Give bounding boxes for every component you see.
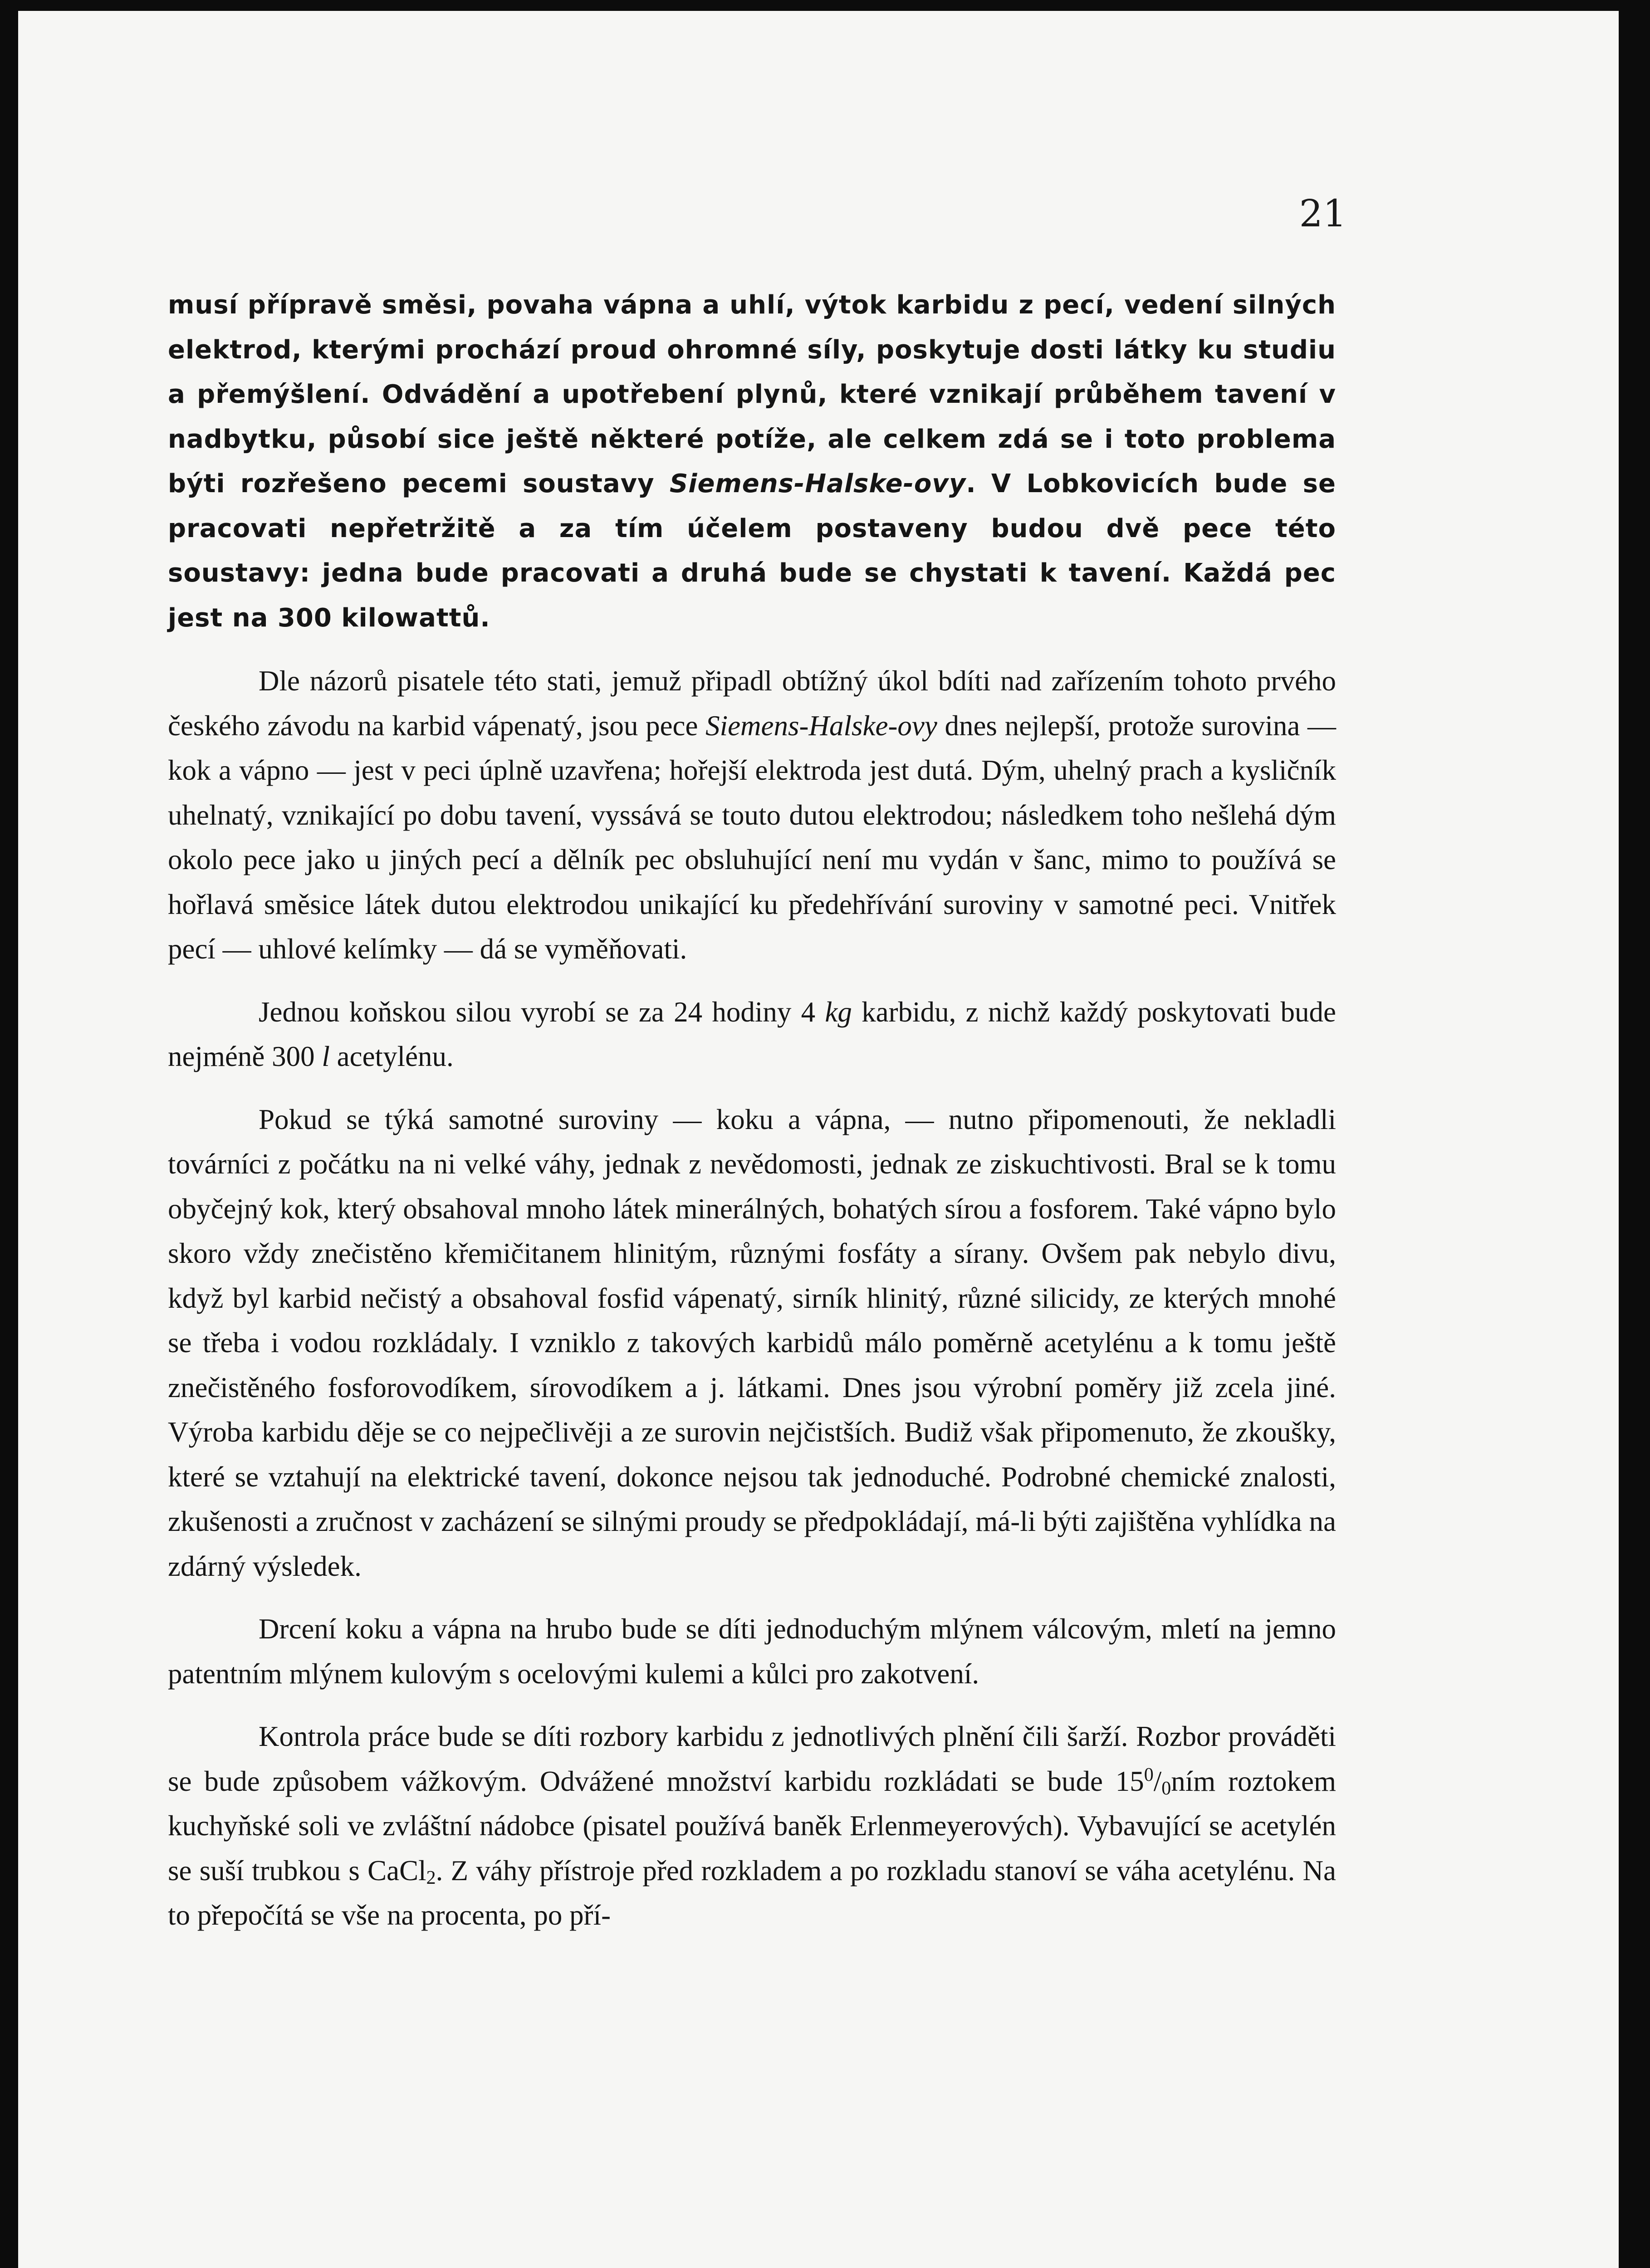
text-run: l xyxy=(322,1041,330,1072)
text-run: / xyxy=(1153,1765,1162,1797)
text-run: 2 xyxy=(426,1867,436,1888)
paragraph-5 xyxy=(168,1607,1336,1696)
paragraph-6 xyxy=(168,1714,1336,1938)
text-run: Siemens-Halske-ovy xyxy=(669,469,966,499)
text-run: kg xyxy=(825,996,852,1028)
page-number: 21 xyxy=(1299,192,1346,235)
paragraph-1 xyxy=(168,283,1336,640)
text-run: . V Lobkovicích bude se pracovati nepřetržitě a za tím účelem postaveny budou dvě pece této soustavy: jedna bude pracovati a druhá bude se chystati k tavení. Každá pec jest na 300 kilowattů. xyxy=(168,469,1336,633)
text-run: . Z váhy přístroje před rozkladem a po rozkladu stanoví se váha acetylénu. Na to přepočítá se vše na procenta, po pří- xyxy=(168,1854,1336,1931)
text-run: Dle názorů pisatele této stati, jemuž připadl obtížný úkol bdíti nad zařízením tohoto prvého českého závodu na karbid vápenatý, jsou pece xyxy=(168,665,1336,742)
text-run: 0 xyxy=(1161,1778,1171,1799)
paragraph-3 xyxy=(168,990,1336,1079)
text-run: Jednou koňskou silou vyrobí se za 24 hodiny 4 xyxy=(259,996,825,1028)
body-text xyxy=(168,283,1336,1956)
text-run: acetylénu. xyxy=(329,1041,454,1072)
text-run: Kontrola práce bude se díti rozbory karbidu z jednotlivých plnění čili šarží. Rozbor prováděti se bude způsobem vážkovým. Odvážené množství karbidu rozkládati se bude 15 xyxy=(168,1721,1336,1797)
text-run: dnes nejlepší, protože surovina — kok a vápno — jest v peci úplně uzavřena; hořejší elektroda jest dutá. Dým, uhelný prach a kysličník uhelnatý, vznikající po dobu tavení, vyssává se touto dutou elektrodou; následkem toho nešlehá dým okolo pece jako u jiných pecí a dělník pec obsluhující není mu vydán v šanc, mimo to používá se hořlavá směsice látek dutou elektrodou unikající ku předehřívání suroviny v samotné peci. Vnitřek pecí — uhlové kelímky — dá se vyměňovati. xyxy=(168,709,1336,965)
document-page xyxy=(18,11,1619,2268)
text-run: musí přípravě směsi, povaha vápna a uhlí, výtok karbidu z pecí, vedení silných elektrod, kterými prochází proud ohromné síly, poskytuje dosti látky ku studiu a přemýšlení. Odvádění a upotřebení plynů, které vznikají průběhem tavení v nadbytku, působí sice ještě některé potíže, ale celkem zdá se i toto problema býti rozřešeno pecemi soustavy xyxy=(168,290,1336,499)
text-run: Siemens-Halske-ovy xyxy=(705,709,937,742)
paragraph-4 xyxy=(168,1097,1336,1589)
text-run: ním roztokem kuchyňské soli ve zvláštní nádobce (pisatel používá baněk Erlenmeyerových). Vybavující se acetylén se suší trubkou s CaCl xyxy=(168,1765,1336,1887)
paragraph-2 xyxy=(168,659,1336,972)
text-run: Drcení koku a vápna na hrubo bude se díti jednoduchým mlýnem válcovým, mletí na jemno patentním mlýnem kulovým s ocelovými kulemi a kůlci pro zakotvení. xyxy=(168,1613,1336,1690)
text-run: Pokud se týká samotné suroviny — koku a vápna, — nutno připomenouti, že nekladli továrníci z počátku na ni velké váhy, jednak z nevědomosti, jednak ze ziskuchtivosti. Bral se k tomu obyčejný kok, který obsahoval mnoho látek minerálných, bohatých sírou a fosforem. Také vápno bylo skoro vždy znečistěno křemičitanem hlinitým, různými fosfáty a sírany. Ovšem pak nebylo divu, když byl karbid nečistý a obsahoval fosfid vápenatý, sirník hlinitý, různé silicidy, ze kterých mnohé se třeba i vodou rozkládaly. I vzniklo z takových karbidů málo poměrně acetylénu a k tomu ještě znečistěného fosforovodíkem, sírovodíkem a j. látkami. Dnes jsou výrobní poměry již zcela jiné. Výroba karbidu děje se co nejpečlivěji a ze surovin nejčistších. Budiž však připomenuto, že zkoušky, které se vztahují na elektrické tavení, dokonce nejsou tak jednoduché. Podrobné chemické znalosti, zkušenosti a zručnost v zacházení se silnými proudy se předpokládají, má-li býti zajištěna vyhlídka na zdárný výsledek. xyxy=(168,1103,1336,1582)
text-run: 0 xyxy=(1144,1764,1154,1785)
text-run: karbidu, z nichž každý poskytovati bude nejméně 300 xyxy=(168,996,1336,1072)
